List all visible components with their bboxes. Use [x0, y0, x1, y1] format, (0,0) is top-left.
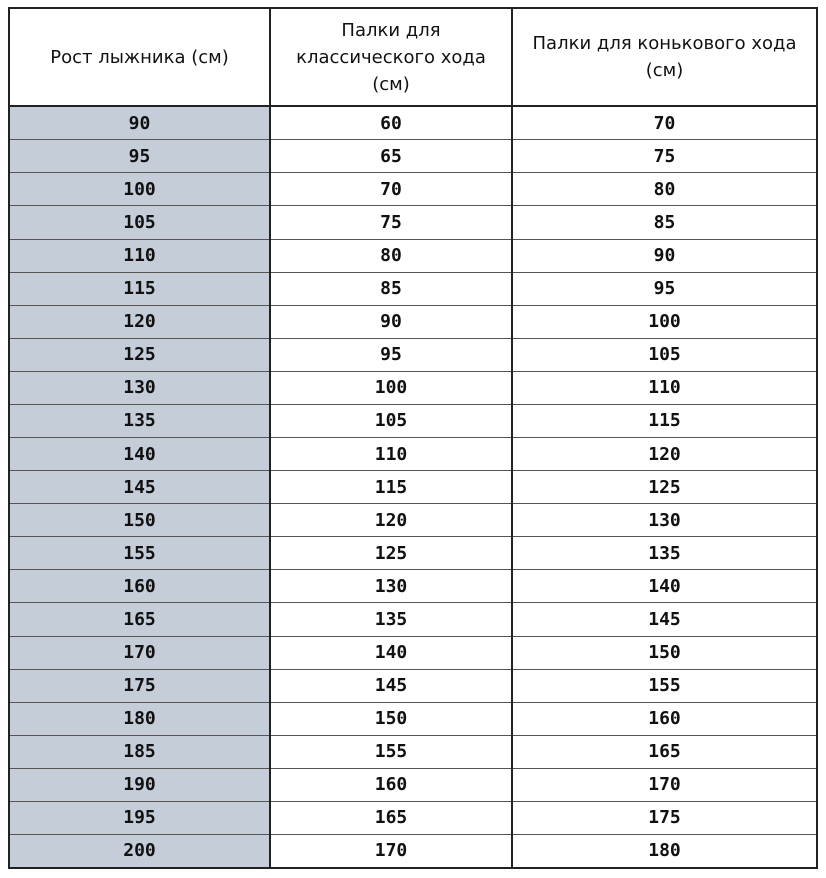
cell-skier-height: 185	[10, 735, 270, 768]
cell-classic-pole: 95	[270, 338, 512, 371]
table-row	[10, 206, 816, 239]
table-row	[10, 537, 816, 570]
cell-classic-pole: 125	[270, 537, 512, 570]
cell-skier-height: 155	[10, 537, 270, 570]
table-row	[10, 471, 816, 504]
cell-classic-pole: 80	[270, 239, 512, 272]
table-row	[10, 305, 816, 338]
cell-skier-height: 140	[10, 438, 270, 471]
cell-classic-pole: 75	[270, 206, 512, 239]
cell-classic-pole: 170	[270, 834, 512, 867]
cell-skier-height: 105	[10, 206, 270, 239]
cell-classic-pole: 70	[270, 173, 512, 206]
table-row	[10, 636, 816, 669]
cell-classic-pole: 60	[270, 106, 512, 140]
cell-skate-pole: 165	[512, 735, 816, 768]
cell-classic-pole: 135	[270, 603, 512, 636]
cell-skate-pole: 155	[512, 669, 816, 702]
cell-classic-pole: 165	[270, 801, 512, 834]
cell-skate-pole: 110	[512, 371, 816, 404]
cell-skate-pole: 85	[512, 206, 816, 239]
cell-skier-height: 120	[10, 305, 270, 338]
table-row	[10, 801, 816, 834]
table-row	[10, 438, 816, 471]
table-row	[10, 702, 816, 735]
cell-classic-pole: 155	[270, 735, 512, 768]
cell-skate-pole: 105	[512, 338, 816, 371]
cell-skier-height: 170	[10, 636, 270, 669]
cell-skier-height: 130	[10, 371, 270, 404]
table-row	[10, 504, 816, 537]
cell-skier-height: 195	[10, 801, 270, 834]
cell-skier-height: 115	[10, 272, 270, 305]
cell-classic-pole: 160	[270, 768, 512, 801]
cell-skate-pole: 70	[512, 106, 816, 140]
table-row	[10, 603, 816, 636]
cell-classic-pole: 120	[270, 504, 512, 537]
cell-skate-pole: 75	[512, 140, 816, 173]
cell-skier-height: 190	[10, 768, 270, 801]
cell-skate-pole: 160	[512, 702, 816, 735]
cell-skier-height: 135	[10, 404, 270, 437]
cell-skate-pole: 180	[648, 840, 681, 862]
table-row	[10, 570, 816, 603]
cell-classic-pole: 110	[270, 438, 512, 471]
cell-skate-pole: 140	[512, 570, 816, 603]
size-table	[10, 9, 816, 867]
cell-skier-height: 150	[10, 504, 270, 537]
table-row	[10, 735, 816, 768]
cell-skate-pole: 115	[512, 404, 816, 437]
cell-classic-pole: 115	[270, 471, 512, 504]
cell-skate-pole: 175	[512, 801, 816, 834]
header-skier-height: Рост лыжника (см)	[10, 9, 270, 106]
cell-skate-pole: 120	[512, 438, 816, 471]
cell-classic-pole: 65	[270, 140, 512, 173]
cell-skier-height: 200	[10, 834, 270, 867]
table-row	[10, 239, 816, 272]
table-row	[10, 173, 816, 206]
cell-skate-pole: 170	[512, 768, 816, 801]
ski-pole-size-table	[8, 7, 818, 869]
table-row	[10, 371, 816, 404]
cell-classic-pole: 100	[270, 371, 512, 404]
table-row	[10, 106, 816, 140]
cell-skate-pole: 125	[512, 471, 816, 504]
cell-skate-pole: 90	[512, 239, 816, 272]
cell-skier-height: 125	[10, 338, 270, 371]
cell-skier-height: 175	[10, 669, 270, 702]
table-body	[10, 106, 816, 867]
cell-skate-pole: 130	[512, 504, 816, 537]
cell-skier-height: 160	[10, 570, 270, 603]
cell-skier-height: 180	[10, 702, 270, 735]
cell-classic-pole: 145	[270, 669, 512, 702]
cell-skate-pole: 80	[512, 173, 816, 206]
cell-skier-height: 100	[10, 173, 270, 206]
header-row	[10, 9, 816, 106]
cell-skate-pole: 135	[512, 537, 816, 570]
cell-skate-pole: 150	[512, 636, 816, 669]
cell-skier-height: 145	[10, 471, 270, 504]
cell-skier-height: 110	[10, 239, 270, 272]
table-row	[10, 404, 816, 437]
cell-skier-height: 90	[10, 106, 270, 140]
table-row	[10, 834, 816, 867]
header-skate-poles: Палки для конькового хода (см)	[512, 9, 816, 106]
header-classic-poles: Палки для классического хода (см)	[270, 9, 512, 106]
cell-classic-pole: 105	[270, 404, 512, 437]
table-row	[10, 669, 816, 702]
cell-skier-height: 95	[10, 140, 270, 173]
cell-classic-pole: 140	[270, 636, 512, 669]
table-row	[10, 338, 816, 371]
cell-classic-pole: 130	[270, 570, 512, 603]
cell-classic-pole: 90	[270, 305, 512, 338]
table-row	[10, 272, 816, 305]
cell-skier-height: 165	[10, 603, 270, 636]
cell-skate-pole: 100	[512, 305, 816, 338]
cell-skate-pole: 145	[512, 603, 816, 636]
table-row	[10, 140, 816, 173]
cell-skate-pole: 95	[512, 272, 816, 305]
cell-classic-pole: 85	[270, 272, 512, 305]
table-row	[10, 768, 816, 801]
cell-classic-pole: 150	[270, 702, 512, 735]
